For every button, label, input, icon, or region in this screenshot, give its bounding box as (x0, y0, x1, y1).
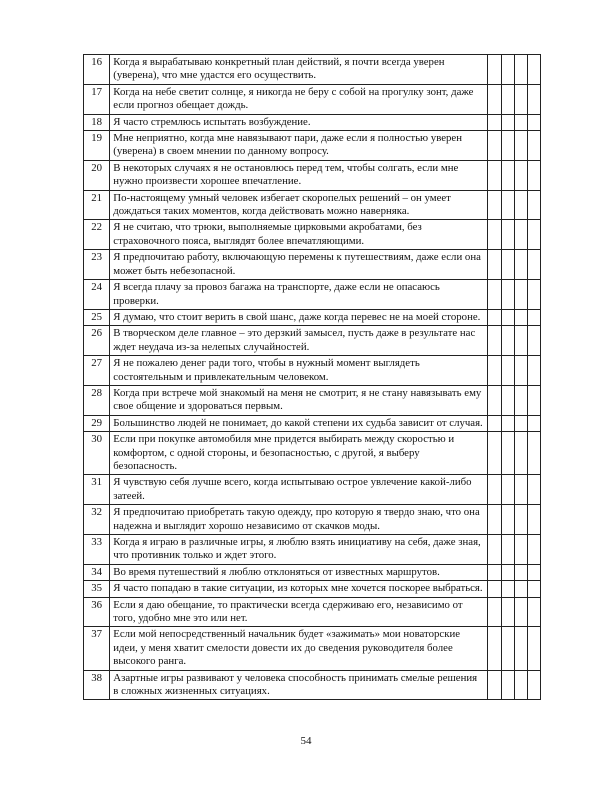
question-number: 29 (84, 415, 110, 431)
question-statement: Когда я вырабатываю конкретный план действий, я почти всегда уверен (уверена), что мне удастся его осуществить. (110, 55, 488, 85)
answer-cell[interactable] (514, 505, 527, 535)
questionnaire-rows (84, 55, 541, 700)
question-number: 38 (84, 670, 110, 700)
answer-cell[interactable] (514, 84, 527, 114)
answer-cell[interactable] (501, 55, 514, 85)
answer-cell[interactable] (488, 190, 501, 220)
answer-cell[interactable] (527, 597, 540, 627)
question-statement: Мне неприятно, когда мне навязывают пари, даже если я полностью уверен (уверена) в своем мнении по данному вопросу. (110, 131, 488, 161)
answer-cell[interactable] (501, 280, 514, 310)
table-row (84, 190, 541, 220)
answer-cell[interactable] (501, 535, 514, 565)
question-statement: В творческом деле главное – это дерзкий замысел, пусть даже в результате нас ждет неудача из-за нелепых случайностей. (110, 326, 488, 356)
question-number: 24 (84, 280, 110, 310)
answer-cell[interactable] (514, 564, 527, 580)
question-statement: Я не пожалею денег ради того, чтобы в нужный момент выглядеть состоятельным и привлекательным человеком. (110, 356, 488, 386)
answer-cell[interactable] (514, 385, 527, 415)
answer-cell[interactable] (488, 475, 501, 505)
answer-cell[interactable] (514, 432, 527, 475)
answer-cell[interactable] (514, 309, 527, 325)
question-statement: Если я даю обещание, то практически всегда сдерживаю его, независимо от того, удобно мне это или нет. (110, 597, 488, 627)
table-row (84, 220, 541, 250)
answer-cell[interactable] (488, 670, 501, 700)
answer-cell[interactable] (527, 432, 540, 475)
answer-cell[interactable] (527, 160, 540, 190)
question-statement: Во время путешествий я люблю отклоняться от известных маршрутов. (110, 564, 488, 580)
answer-cell[interactable] (527, 131, 540, 161)
table-row (84, 432, 541, 475)
answer-cell[interactable] (501, 309, 514, 325)
answer-cell[interactable] (527, 190, 540, 220)
table-row (84, 670, 541, 700)
question-number: 18 (84, 114, 110, 130)
question-number: 20 (84, 160, 110, 190)
answer-cell[interactable] (501, 84, 514, 114)
answer-cell[interactable] (501, 432, 514, 475)
answer-cell[interactable] (527, 505, 540, 535)
answer-cell[interactable] (527, 114, 540, 130)
question-number: 17 (84, 84, 110, 114)
question-number: 21 (84, 190, 110, 220)
answer-cell[interactable] (488, 114, 501, 130)
answer-cell[interactable] (501, 597, 514, 627)
question-statement: Когда я играю в различные игры, я люблю взять инициативу на себя, даже зная, что противник только и ждет этого. (110, 535, 488, 565)
question-statement: В некоторых случаях я не остановлюсь перед тем, чтобы солгать, если мне нужно произвести хорошее впечатление. (110, 160, 488, 190)
answer-cell[interactable] (514, 415, 527, 431)
answer-cell[interactable] (488, 220, 501, 250)
answer-cell[interactable] (527, 220, 540, 250)
table-row (84, 564, 541, 580)
answer-cell[interactable] (527, 250, 540, 280)
answer-cell[interactable] (488, 84, 501, 114)
answer-cell[interactable] (488, 385, 501, 415)
answer-cell[interactable] (488, 597, 501, 627)
table-row (84, 55, 541, 85)
question-statement: Я часто попадаю в такие ситуации, из которых мне хочется поскорее выбраться. (110, 581, 488, 597)
table-row (84, 385, 541, 415)
question-number: 27 (84, 356, 110, 386)
question-statement: Когда на небе светит солнце, я никогда не беру с собой на прогулку зонт, даже если прогноз обещает дождь. (110, 84, 488, 114)
answer-cell[interactable] (527, 535, 540, 565)
answer-cell[interactable] (514, 114, 527, 130)
question-statement: Я предпочитаю приобретать такую одежду, про которую я твердо знаю, что она надежна и выглядит хорошо независимо от скачков моды. (110, 505, 488, 535)
table-row (84, 356, 541, 386)
question-number: 34 (84, 564, 110, 580)
answer-cell[interactable] (527, 280, 540, 310)
answer-cell[interactable] (527, 326, 540, 356)
question-statement: Если мой непосредственный начальник будет «зажимать» мои новаторские идеи, у меня хватит смелости довести их до сведения руководителя более высокого ранга. (110, 627, 488, 670)
table-row (84, 250, 541, 280)
table-row (84, 505, 541, 535)
question-statement: Я всегда плачу за провоз багажа на транспорте, даже если не опасаюсь проверки. (110, 280, 488, 310)
answer-cell[interactable] (527, 84, 540, 114)
answer-cell[interactable] (527, 385, 540, 415)
question-statement: Большинство людей не понимает, до какой степени их судьба зависит от случая. (110, 415, 488, 431)
table-row (84, 280, 541, 310)
answer-cell[interactable] (514, 535, 527, 565)
question-statement: Я предпочитаю работу, включающую перемены к путешествиям, даже если она может быть небезопасной. (110, 250, 488, 280)
answer-cell[interactable] (488, 160, 501, 190)
answer-cell[interactable] (501, 220, 514, 250)
question-statement: Я часто стремлюсь испытать возбуждение. (110, 114, 488, 130)
answer-cell[interactable] (514, 250, 527, 280)
answer-cell[interactable] (488, 326, 501, 356)
question-number: 31 (84, 475, 110, 505)
answer-cell[interactable] (488, 415, 501, 431)
table-row (84, 627, 541, 670)
table-row (84, 131, 541, 161)
answer-cell[interactable] (514, 627, 527, 670)
question-number: 30 (84, 432, 110, 475)
answer-cell[interactable] (527, 55, 540, 85)
answer-cell[interactable] (501, 670, 514, 700)
answer-cell[interactable] (488, 627, 501, 670)
answer-cell[interactable] (488, 55, 501, 85)
answer-cell[interactable] (514, 280, 527, 310)
question-number: 19 (84, 131, 110, 161)
questionnaire-table (83, 54, 541, 700)
table-row (84, 475, 541, 505)
question-number: 36 (84, 597, 110, 627)
table-row (84, 160, 541, 190)
answer-cell[interactable] (488, 432, 501, 475)
answer-cell[interactable] (488, 581, 501, 597)
answer-cell[interactable] (501, 131, 514, 161)
answer-cell[interactable] (488, 564, 501, 580)
answer-cell[interactable] (488, 131, 501, 161)
answer-cell[interactable] (514, 160, 527, 190)
table-row (84, 84, 541, 114)
answer-cell[interactable] (514, 326, 527, 356)
answer-cell[interactable] (488, 250, 501, 280)
question-number: 22 (84, 220, 110, 250)
table-row (84, 309, 541, 325)
question-number: 16 (84, 55, 110, 85)
answer-cell[interactable] (501, 627, 514, 670)
table-row (84, 581, 541, 597)
answer-cell[interactable] (501, 356, 514, 386)
question-statement: Азартные игры развивают у человека способность принимать смелые решения в сложных жизненных ситуациях. (110, 670, 488, 700)
answer-cell[interactable] (501, 415, 514, 431)
answer-cell[interactable] (527, 627, 540, 670)
question-number: 25 (84, 309, 110, 325)
answer-cell[interactable] (527, 670, 540, 700)
answer-cell[interactable] (514, 356, 527, 386)
answer-cell[interactable] (501, 475, 514, 505)
answer-cell[interactable] (501, 160, 514, 190)
answer-cell[interactable] (527, 356, 540, 386)
question-number: 23 (84, 250, 110, 280)
answer-cell[interactable] (514, 190, 527, 220)
answer-cell[interactable] (488, 535, 501, 565)
answer-cell[interactable] (501, 326, 514, 356)
answer-cell[interactable] (488, 280, 501, 310)
answer-cell[interactable] (527, 564, 540, 580)
answer-cell[interactable] (527, 581, 540, 597)
answer-cell[interactable] (514, 131, 527, 161)
table-row (84, 114, 541, 130)
question-statement: Если при покупке автомобиля мне придется выбирать между скоростью и комфортом, с одной стороны, и безопасностью, с другой, я выберу безопасность. (110, 432, 488, 475)
answer-cell[interactable] (501, 114, 514, 130)
answer-cell[interactable] (527, 475, 540, 505)
answer-cell[interactable] (514, 581, 527, 597)
answer-cell[interactable] (488, 356, 501, 386)
question-number: 37 (84, 627, 110, 670)
answer-cell[interactable] (501, 250, 514, 280)
question-number: 35 (84, 581, 110, 597)
answer-cell[interactable] (501, 581, 514, 597)
page-number: 54 (300, 735, 312, 747)
table-row (84, 597, 541, 627)
table-row (84, 535, 541, 565)
answer-cell[interactable] (501, 190, 514, 220)
answer-cell[interactable] (527, 309, 540, 325)
question-statement: Я не считаю, что трюки, выполняемые цирковыми акробатами, без страховочного пояса, выглядят более впечатляющими. (110, 220, 488, 250)
answer-cell[interactable] (514, 220, 527, 250)
table-row (84, 415, 541, 431)
question-number: 26 (84, 326, 110, 356)
answer-cell[interactable] (527, 415, 540, 431)
question-statement: Я думаю, что стоит верить в свой шанс, даже когда перевес не на моей стороне. (110, 309, 488, 325)
question-statement: Когда при встрече мой знакомый на меня не смотрит, я не стану навязывать ему свое общение и здороваться первым. (110, 385, 488, 415)
question-statement: Я чувствую себя лучше всего, когда испытываю острое увлечение какой-либо затеей. (110, 475, 488, 505)
question-number: 33 (84, 535, 110, 565)
answer-cell[interactable] (514, 597, 527, 627)
table-row (84, 326, 541, 356)
answer-cell[interactable] (488, 309, 501, 325)
question-number: 32 (84, 505, 110, 535)
question-number: 28 (84, 385, 110, 415)
question-statement: По-настоящему умный человек избегает скоропелых решений – он умеет дождаться таких моментов, когда действовать можно наверняка. (110, 190, 488, 220)
answer-cell[interactable] (501, 385, 514, 415)
answer-cell[interactable] (514, 55, 527, 85)
answer-cell[interactable] (501, 505, 514, 535)
answer-cell[interactable] (514, 670, 527, 700)
answer-cell[interactable] (488, 505, 501, 535)
answer-cell[interactable] (514, 475, 527, 505)
answer-cell[interactable] (501, 564, 514, 580)
